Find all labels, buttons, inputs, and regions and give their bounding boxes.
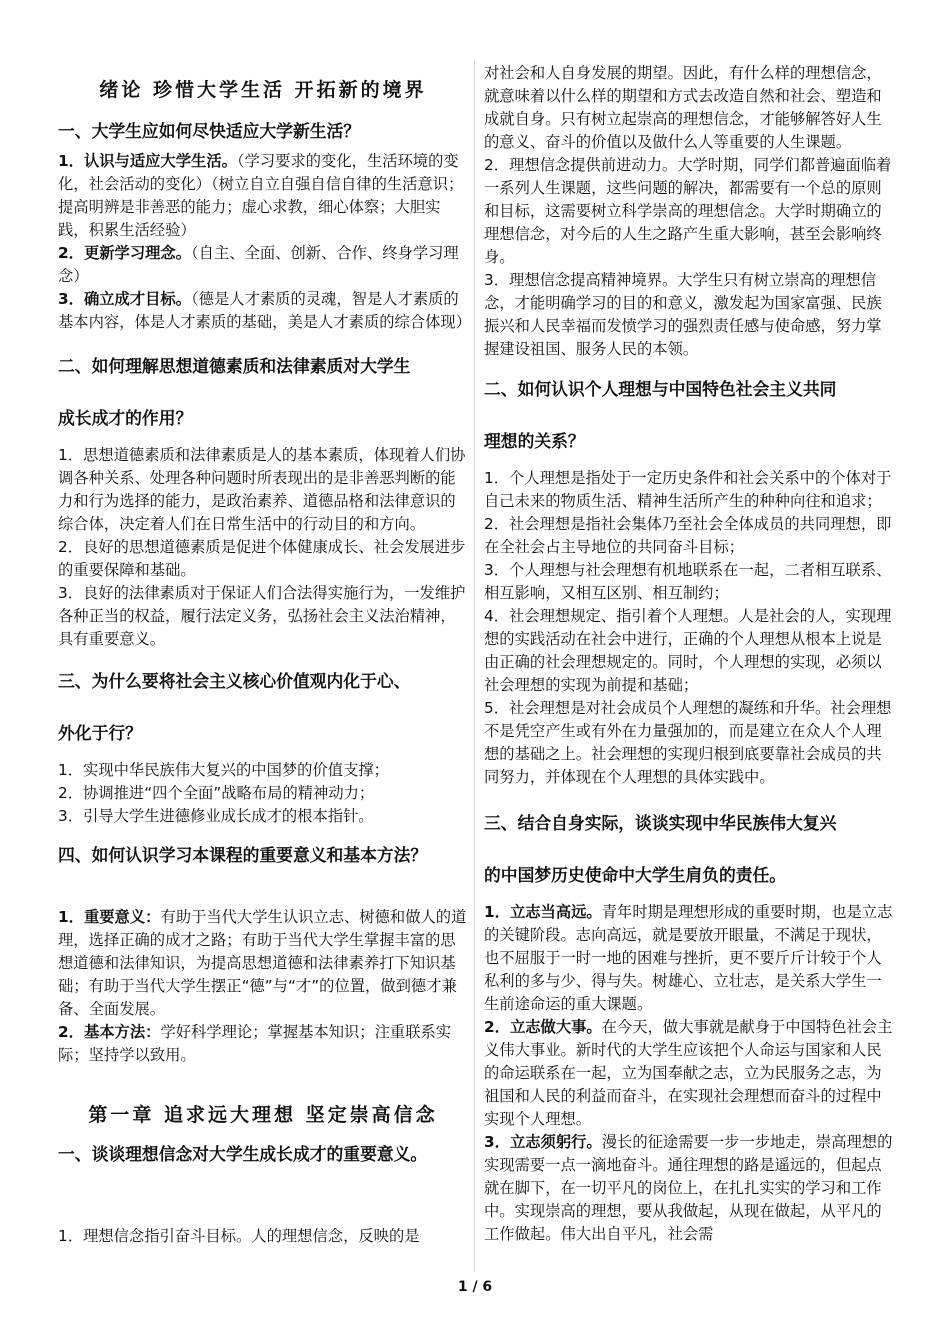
paragraph: 2．协调推进“四个全面”战略布局的精神动力； (58, 784, 375, 802)
paragraph (58, 242, 468, 288)
paragraph: 1．实现中华民族伟大复兴的中国梦的价值支撑； (58, 761, 389, 779)
paragraph: 3．个人理想与社会理想有机地联系在一起，二者相互联系、相互影响，又相互区别、相互制约； (484, 561, 892, 602)
section-heading-cont: 的中国梦历史使命中大学生肩负的责任。 (484, 865, 787, 885)
section-heading: 三、为什么要将社会主义核心价值观内化于心、 (58, 671, 411, 691)
page-number: 1 / 6 (457, 1279, 493, 1295)
item-label: 1．立志当高远。 (484, 903, 602, 921)
section-heading: 一、大学生应如何尽快适应大学新生活？ (58, 121, 361, 141)
section-heading: 二、如何理解思想道德素质和法律素质对大学生 (58, 356, 411, 376)
column-divider (474, 60, 475, 1272)
item-text: （自主、全面、创新、合作、终身学习理念） (58, 244, 459, 285)
item-text: 漫长的征途需要一步一步地走，崇高理想的实现需要一点一滴地奋斗。通往理想的路是遥远的，但起点就在脚下，在一切平凡的岗位上，在扎扎实实的学习和工作中。实现崇高的理想，要从我做起，从现在做起，从平凡的工作做起。伟大出自平凡，社会需 (484, 1133, 893, 1243)
item-text: 在今天，做大事就是献身于中国特色社会主义伟大事业。新时代的大学生应该把个人命运与国家和人民的命运联系在一起，立为国奉献之志，立为民服务之志，为祖国和人民的利益而奋斗，在实现社会理想而奋斗的过程中实现个人理想。 (484, 1018, 893, 1128)
item-label: 2．基本方法： (58, 1023, 161, 1041)
item-label: 1．重要意义： (58, 908, 161, 926)
paragraph: 1．思想道德素质和法律素质是人的基本素质，体现着人们协调各种关系、处理各种问题时所表现出的是非善恶判断的能力和行为选择的能力，是政治素养、道德品格和法律意识的综合体，决定着人们在日常生活中的行动目的和方向。 (58, 446, 466, 533)
section-heading-cont: 成长成才的作用？ (58, 408, 193, 428)
item-label: 3．立志须躬行。 (484, 1133, 602, 1151)
paragraph: 1．理想信念指引奋斗目标。人的理想信念，反映的是 (58, 1227, 420, 1245)
section-heading: 二、如何认识个人理想与中国特色社会主义共同 (484, 379, 837, 399)
item-text: 学好科学理论；掌握基本知识；注重联系实际；坚持学以致用。 (58, 1023, 452, 1064)
intro-chapter-title: 绪论 珍惜大学生活 开拓新的境界 (99, 79, 427, 101)
section-heading-cont: 外化于行？ (58, 723, 142, 743)
item-label: 2．立志做大事。 (484, 1018, 602, 1036)
paragraph: 3．良好的法律素质对于保证人们合法得实施行为，一发维护各种正当的权益，履行法定义务，弘扬社会主义法治精神，具有重要意义。 (58, 584, 466, 648)
section-heading: 三、结合自身实际，谈谈实现中华民族伟大复兴 (484, 813, 837, 833)
paragraph: 2．理想信念提供前进动力。大学时期，同学们都普遍面临着一系列人生课题，这些问题的解决，都需要有一个总的原则和目标，这需要树立科学崇高的理想信念。大学时期确立的理想信念，对今后的人生之路产生重大影响，甚至会影响终身。 (484, 156, 892, 266)
item-label: 1．认识与适应大学生活。 (58, 152, 237, 170)
paragraph: 2．良好的思想道德素质是促进个体健康成长、社会发展进步的重要保障和基础。 (58, 538, 466, 579)
right-column (484, 0, 894, 1246)
item-text: 青年时期是理想形成的重要时期，也是立志的关键阶段。志向高远，就是要放开眼量，不满足于现状，也不屈服于一时一地的困难与挫折，更不要斤斤计较于个人私利的多与少、得与失。树雄心、立壮志，是关系大学生一生前途命运的重大课题。 (484, 903, 893, 1013)
item-text: （学习要求的变化，生活环境的变化，社会活动的变化）（树立自立自强自信自律的生活意识；提高明辨是非善恶的能力；虚心求教，细心体察；大胆实践，积累生活经验） (58, 152, 464, 239)
item-text: 有助于当代大学生认识立志、树德和做人的道理，选择正确的成才之路；有助于当代大学生掌握丰富的思想道德和法律知识，为提高思想道德和法律素养打下知识基础；有助于当代大学生摆正“德”与“才”的位置，做到德才兼备、全面发展。 (58, 908, 467, 1018)
paragraph: 对社会和人自身发展的期望。因此，有什么样的理想信念，就意味着以什么样的期望和方式去改造自然和社会、塑造和成就自身。只有树立起崇高的理想信念，才能够解答好人生的意义、奋斗的价值以及做什么人等重要的人生课题。 (484, 64, 882, 151)
section-heading: 一、谈谈理想信念对大学生成长成才的重要意义。 (58, 1144, 428, 1164)
chapter-title: 第一章 追求远大理想 坚定崇高信念 (88, 1104, 438, 1126)
paragraph: 3．理想信念提高精神境界。大学生只有树立崇高的理想信念，才能明确学习的目的和意义，激发起为国家富强、民族振兴和人民幸福而发愤学习的强烈责任感与使命感，努力掌握建设祖国、服务人民的本领。 (484, 271, 882, 358)
item-label: 2．更新学习理念。 (58, 244, 192, 262)
section-heading-cont: 理想的关系？ (484, 431, 585, 451)
paragraph (484, 1131, 894, 1246)
paragraph (484, 901, 894, 1016)
item-label: 3．确立成才目标。 (58, 290, 192, 308)
paragraph (484, 1016, 894, 1131)
paragraph (58, 906, 468, 1021)
item-text: （德是人才素质的灵魂，智是人才素质的基本内容，体是人才素质的基础，美是人才素质的综合体现） (58, 290, 472, 331)
paragraph: 1．个人理想是指处于一定历史条件和社会关系中的个体对于自己未来的物质生活、精神生活所产生的种种向往和追求； (484, 469, 892, 510)
section-heading: 四、如何认识学习本课程的重要意义和基本方法？ (58, 845, 428, 865)
paragraph: 2．社会理想是指社会集体乃至社会全体成员的共同理想，即在全社会占主导地位的共同奋斗目标； (484, 515, 892, 556)
paragraph: 5．社会理想是对社会成员个人理想的凝练和升华。社会理想不是凭空产生或有外在力量强加的，而是建立在众人个人理想的基础之上。社会理想的实现归根到底要靠社会成员的共同努力，并体现在个人理想的具体实践中。 (484, 699, 892, 786)
paragraph: 3．引导大学生进德修业成长成才的根本指针。 (58, 807, 374, 825)
paragraph: 4．社会理想规定、指引着个人理想。人是社会的人，实现理想的实践活动在社会中进行，正确的个人理想从根本上说是由正确的社会理想规定的。同时，个人理想的实现，必须以社会理想的实现为前提和基础； (484, 607, 892, 694)
left-column (58, 0, 472, 1248)
paragraph (58, 150, 468, 242)
paragraph (58, 288, 472, 334)
paragraph (58, 1021, 468, 1067)
